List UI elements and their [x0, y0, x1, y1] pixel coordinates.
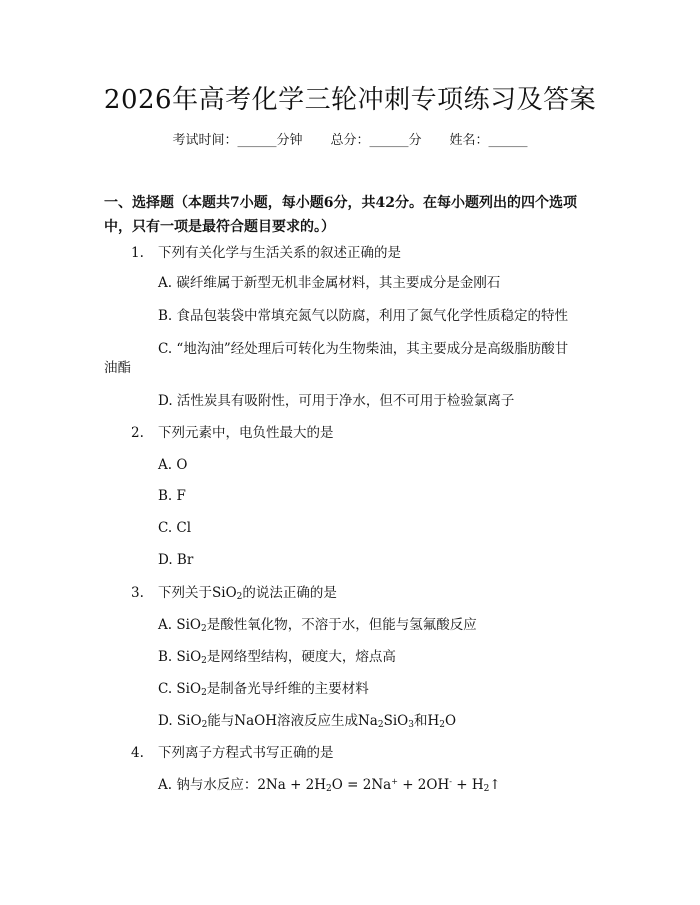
option-3c: C. SiO$_2$是制备光导纤维的主要材料 — [158, 681, 369, 698]
student-name-field[interactable]: 姓名：______ — [449, 133, 528, 148]
option-1a: A. 碳纤维属于新型无机非金属材料，其主要成分是金刚石 — [158, 275, 501, 291]
option-1c: C. “地沟油”经处理后可转化为生物柴油，其主要成分是高级脂肪酸甘 — [158, 341, 569, 357]
option-1b: B. 食品包装袋中常填充氮气以防腐，利用了氮气化学性质稳定的特性 — [158, 308, 569, 324]
question-3-stem: 下列关于SiO$_2$的说法正确的是 — [158, 585, 337, 602]
option-1d: D. 活性炭具有吸附性，可用于净水，但不可用于检验氯离子 — [158, 393, 515, 409]
exam-time-field[interactable]: 考试时间：______分钟 — [172, 133, 303, 148]
option-2d: D. Br — [158, 552, 194, 568]
option-3b: B. SiO$_2$是网络型结构，硬度大，熔点高 — [158, 649, 396, 666]
question-4-number: 4. — [131, 745, 144, 761]
option-2c: C. Cl — [158, 520, 192, 536]
question-2-number: 2. — [131, 425, 144, 441]
question-4-stem: 下列离子方程式书写正确的是 — [158, 745, 334, 761]
page-title: 2026年高考化学三轮冲刺专项练习及答案 — [103, 85, 597, 115]
option-3a: A. SiO$_2$是酸性氧化物，不溶于水，但能与氢氟酸反应 — [158, 617, 477, 634]
question-3-number: 3. — [131, 585, 144, 601]
section-heading: 一、选择题（本题共7小题，每小题6分，共42分。在每小题列出的四个选项中，只有一项是最符合题目要求的。） — [104, 195, 577, 235]
question-2-stem: 下列元素中，电负性最大的是 — [158, 425, 334, 441]
question-1 — [131, 243, 144, 263]
option-1c-continued: 油酯 — [104, 360, 131, 376]
exam-meta — [0, 131, 700, 151]
question-number: 1. — [131, 245, 144, 261]
option-2b: B. F — [158, 488, 186, 504]
option-2a: A. O — [158, 457, 188, 473]
total-score-field[interactable]: 总分：______分 — [330, 133, 422, 148]
question-1-stem: 下列有关化学与生活关系的叙述正确的是 — [158, 245, 401, 261]
option-4a: A. 钠与水反应：$2Na + 2H_2O = 2Na^+ + 2OH^-$ + $H_2↑$ — [158, 777, 501, 794]
option-3d: D. SiO$_2$能与NaOH溶液反应生成$Na_2SiO_3$和$H_2O$ — [158, 713, 457, 730]
